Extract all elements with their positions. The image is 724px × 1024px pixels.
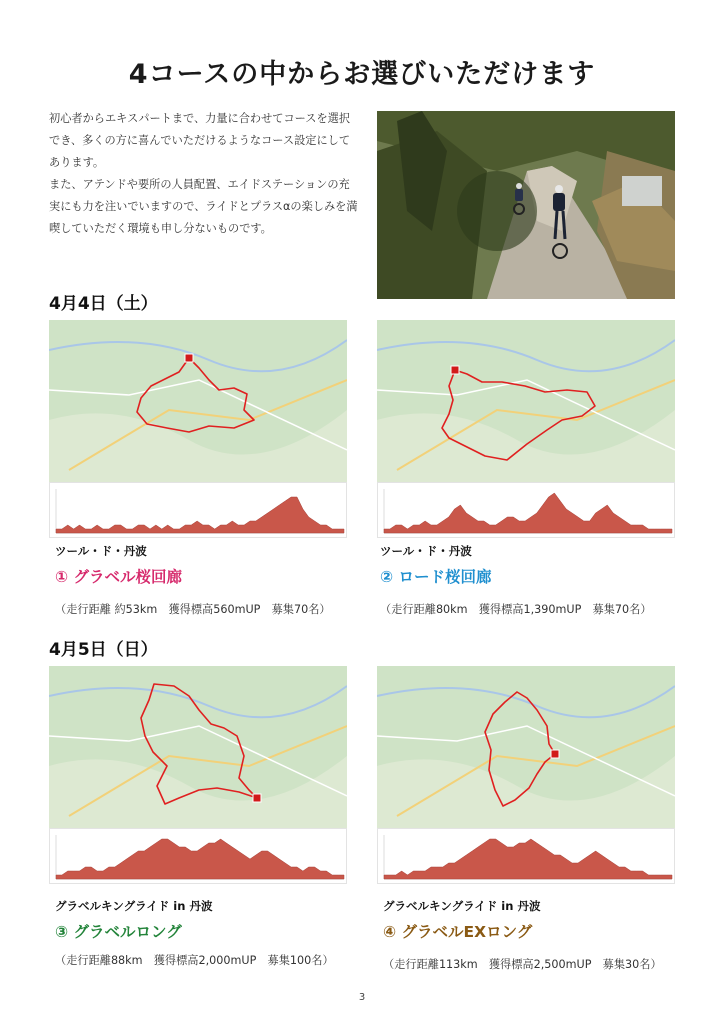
course-1-name [55, 565, 182, 587]
course-1-number: ① [55, 568, 69, 586]
date-day-1: 4月4日（土） [49, 294, 158, 314]
course-3-series: グラベルキングライド in 丹波 [55, 899, 213, 913]
course-4-map [377, 666, 675, 828]
elevation-area [384, 839, 672, 879]
course-3-name [55, 920, 182, 942]
course-3-stats: （走行距離88km 獲得標高2,000mUP 募集100名） [55, 954, 334, 967]
elevation-area [56, 497, 344, 533]
course-2-stats: （走行距離80km 獲得標高1,390mUP 募集70名） [380, 603, 652, 616]
course-3-number: ③ [55, 923, 69, 941]
date-day-2: 4月5日（日） [49, 640, 158, 660]
course-3-elevation-profile [49, 828, 347, 884]
course-3-map [49, 666, 347, 828]
course-3-visual [49, 666, 347, 884]
elevation-area [56, 839, 344, 879]
course-1-map [49, 320, 347, 482]
course-4-stats: （走行距離113km 獲得標高2,500mUP 募集30名） [383, 958, 662, 971]
course-1-stats: （走行距離 約53km 獲得標高560mUP 募集70名） [55, 603, 331, 616]
course-3-title: グラベルロング [73, 923, 182, 941]
course-4-number: ④ [383, 923, 397, 941]
course-4-visual [377, 666, 675, 884]
start-marker-icon [551, 750, 559, 758]
cyclists-photo [377, 111, 675, 299]
course-1-title: グラベル桜回廊 [73, 568, 183, 586]
course-1-elevation-profile [49, 482, 347, 538]
course-2-series: ツール・ド・丹波 [380, 544, 472, 558]
page-title: 4コースの中からお選びいただけます [128, 59, 596, 90]
start-marker-icon [185, 354, 193, 362]
course-2-map [377, 320, 675, 482]
course-2-number: ② [380, 568, 394, 586]
course-1-series: ツール・ド・丹波 [55, 544, 147, 558]
course-4-name [383, 920, 532, 942]
course-4-title: グラベルEXロング [401, 923, 533, 941]
course-4-series: グラベルキングライド in 丹波 [383, 899, 541, 913]
course-4-elevation-profile [377, 828, 675, 884]
page-number: 3 [358, 992, 366, 1003]
course-2-elevation-profile [377, 482, 675, 538]
intro-text [49, 108, 359, 240]
start-marker-icon [451, 366, 459, 374]
elevation-area [384, 493, 672, 533]
course-1-visual [49, 320, 347, 538]
intro-paragraph-2: また、アテンドや要所の人員配置、エイドステーションの充実にも力を注いでいますので、ライドとプラスαの楽しみを満喫していただく環境も申し分ないものです。 [49, 178, 358, 235]
course-2-title: ロード桜回廊 [398, 568, 492, 586]
start-marker-icon [253, 794, 261, 802]
course-2-visual [377, 320, 675, 538]
course-2-name [380, 565, 492, 587]
intro-paragraph-1: 初心者からエキスパートまで、力量に合わせてコースを選択でき、多くの方に喜んでいただけるようなコース設定にしてあります。 [49, 112, 351, 169]
